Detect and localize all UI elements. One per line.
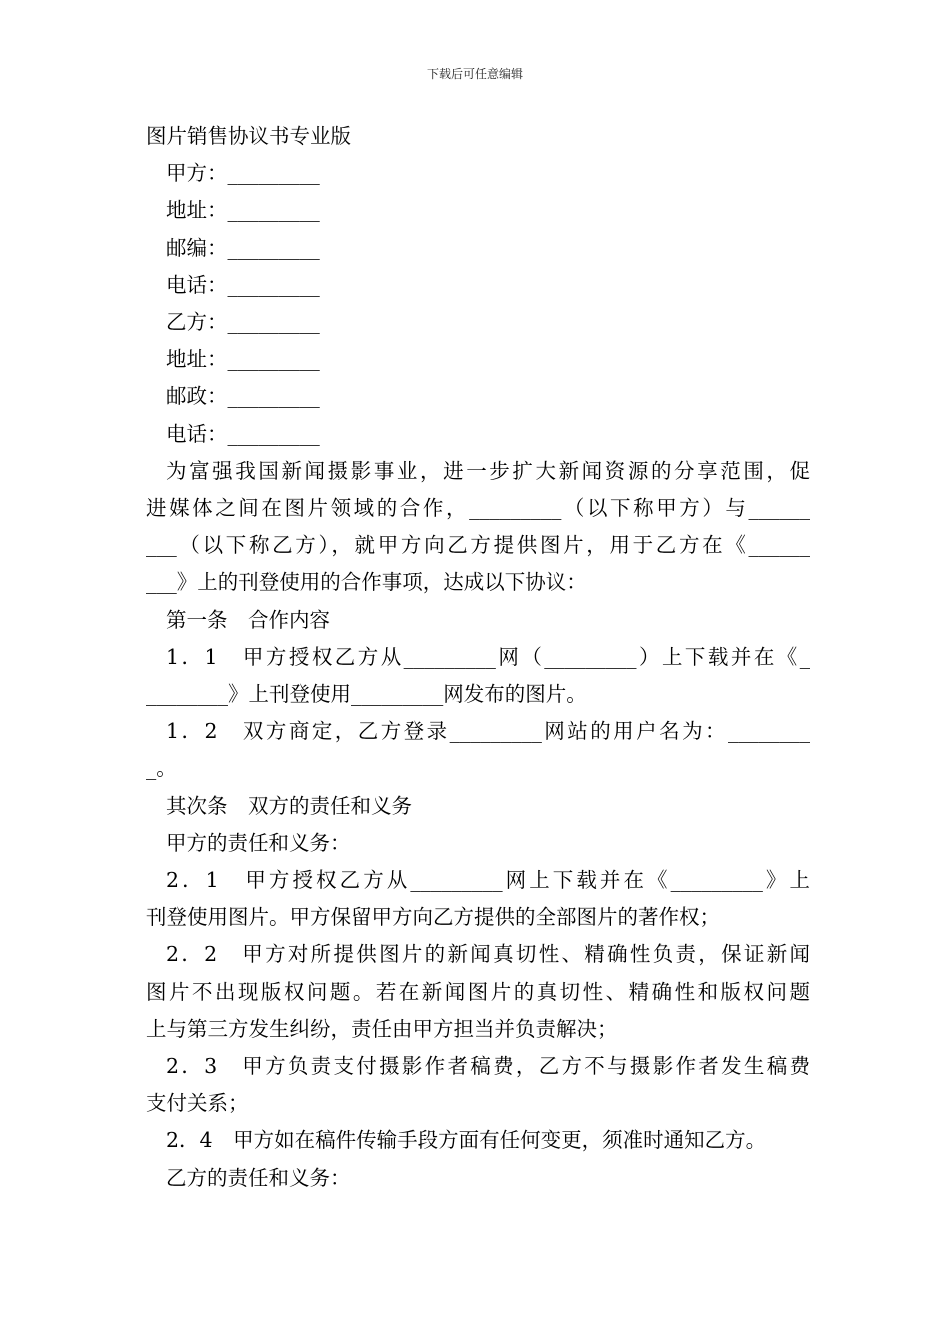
clause-1-2 xyxy=(146,713,810,787)
intro-line: 进媒体之间在图片领域的合作，_________（以下称甲方）与______ xyxy=(146,496,810,521)
clause-line: _。 xyxy=(146,756,177,781)
party-b-postcode: 邮政：_________ xyxy=(166,384,320,409)
party-b-duties-heading: 乙方的责任和义务： xyxy=(166,1165,351,1190)
page-header-note: 下载后可任意编辑 xyxy=(426,67,523,81)
intro-line: 为富强我国新闻摄影事业，进一步扩大新闻资源的分享范围，促 xyxy=(166,458,810,483)
clause-line: 2．1 甲方授权乙方从_________网上下载并在《_________》上 xyxy=(166,868,810,893)
clause-2-1 xyxy=(146,862,810,936)
document-body xyxy=(146,118,810,1197)
clause-2-2 xyxy=(146,936,810,1048)
party-a-duties-heading: 甲方的责任和义务： xyxy=(166,830,351,855)
clause-line: 2．4 甲方如在稿件传输手段方面有任何变更，须准时通知乙方。 xyxy=(166,1128,767,1153)
party-b-address: 地址：_________ xyxy=(166,347,320,372)
intro-line: ___（以下称乙方），就甲方向乙方提供图片，用于乙方在《______ xyxy=(146,533,810,558)
party-a-name: 甲方：_________ xyxy=(166,161,320,186)
clause-line: 支付关系； xyxy=(146,1091,249,1116)
party-b-phone: 电话：_________ xyxy=(166,421,320,446)
party-a-phone: 电话：_________ xyxy=(166,272,320,297)
clause-1-1 xyxy=(146,639,810,713)
clause-line: 2．3 甲方负责支付摄影作者稿费，乙方不与摄影作者发生稿费 xyxy=(166,1054,810,1079)
article-1-heading: 第一条 合作内容 xyxy=(166,607,330,632)
intro-line: ___》上的刊登使用的合作事项，达成以下协议： xyxy=(146,570,587,595)
clause-line: 1．1 甲方授权乙方从_________网（_________）上下载并在《_ xyxy=(166,644,810,669)
document-title: 图片销售协议书专业版 xyxy=(146,124,351,148)
clause-line: 上与第三方发生纠纷，责任由甲方担当并负责解决； xyxy=(146,1016,618,1041)
party-a-address: 地址：_________ xyxy=(166,198,320,223)
party-a-postcode: 邮编：_________ xyxy=(166,235,320,260)
article-2-heading: 其次条 双方的责任和义务 xyxy=(166,793,412,818)
clause-line: 图片不出现版权问题。若在新闻图片的真切性、精确性和版权问题 xyxy=(146,979,810,1004)
clause-2-3 xyxy=(146,1048,810,1122)
clause-2-4 xyxy=(146,1122,810,1159)
party-b-name: 乙方：_________ xyxy=(166,310,320,335)
clause-line: 2．2 甲方对所提供图片的新闻真切性、精确性负责，保证新闻 xyxy=(166,942,810,967)
clause-line: 1．2 双方商定，乙方登录_________网站的用户名为：________ xyxy=(166,719,810,744)
clause-line: 刊登使用图片。甲方保留甲方向乙方提供的全部图片的著作权； xyxy=(146,905,720,930)
clause-line: ________》上刊登使用_________网发布的图片。 xyxy=(146,682,587,707)
intro-paragraph xyxy=(146,453,810,602)
